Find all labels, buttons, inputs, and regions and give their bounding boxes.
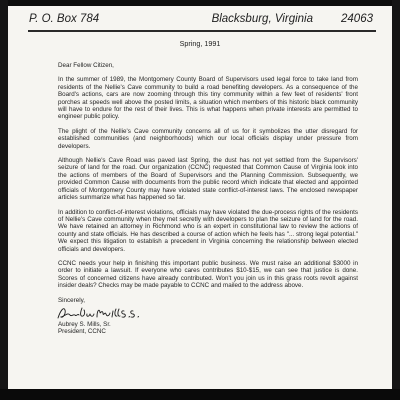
paragraph-5: CCNC needs your help in finishing this important public business. We must raise an additional $3000 in order to initiate a lawsuit. If everyone who cares contributes $10-$15, we can see that justice is done. Scores of concerned citizens have already contributed. Won't you join us in this grass roots revolt against insider deals? Checks may be made payable to CCNC and mailed to the address above.: [58, 259, 358, 290]
paragraph-4: In addition to conflict-of-interest violations, officials may have violated the due-process rights of the residents of Nellie's Cave community when they met secretly with developers to plan the seizure of land for the road. We have retained an attorney in Richmond who is an expert in constitutional law to review the actions of county and state officials. He has described a course of action which he feels has "... strong legal potential." We expect this litigation to establish a precedent in Virginia concerning the relationship between elected officials and developers.: [58, 208, 358, 253]
letter-page: [8, 6, 392, 389]
po-box: P. O. Box 784: [29, 13, 100, 25]
photo-border-left: [0, 0, 8, 400]
handwritten-signature: [56, 305, 146, 321]
closing: Sincerely,: [58, 296, 85, 304]
letter-date: Spring, 1991: [179, 39, 221, 48]
photo-border-bottom: [0, 389, 400, 400]
paragraph-3: Although Nellie's Cave Road was paved last Spring, the dust has not yet settled from the Supervisors' seizure of land for the road. Our organization (CCNC) requested that Common Cause of Virginia look into the actions of members of the Board of Supervisors and the Planning Commission. Subsequently, we provided Common Cause with documents from the public record which indicate that elected and appointed officials of Montgomery County may have violated state conflict-of-interest laws. The enclosed newspaper articles summarize what has happened so far.: [58, 157, 358, 202]
city-state: Blacksburg, Virginia: [211, 13, 313, 25]
letterhead: [29, 13, 373, 29]
paragraph-2: The plight of the Nellie's Cave community concerns all of us for it symbolizes the utter disregard for established communities (and neighborhoods) which our local officials display under pressure from developers.: [58, 127, 358, 150]
signer-title: President, CCNC: [58, 328, 106, 336]
paragraph-1: In the summer of 1989, the Montgomery County Board of Supervisors used legal force to take land from residents of the Nellie's Cave community to build a road benefiting developers. As a consequence of the Board's actions, cars are now zooming through this tiny community within a few feet of residents' front porches at speeds well above the posted limits, a situation which members of this historic black community will have to endure for the rest of their lives. This is what happens when private interests are permitted to engineer public policy.: [58, 76, 358, 121]
letterhead-rule: [28, 30, 376, 32]
signer-name: Aubrey S. Mills, Sr.: [58, 320, 111, 328]
salutation: Dear Fellow Citizen,: [58, 62, 114, 69]
photo-border-right: [392, 0, 400, 400]
letter-body: [58, 62, 358, 336]
zip-code: 24063: [341, 13, 373, 25]
